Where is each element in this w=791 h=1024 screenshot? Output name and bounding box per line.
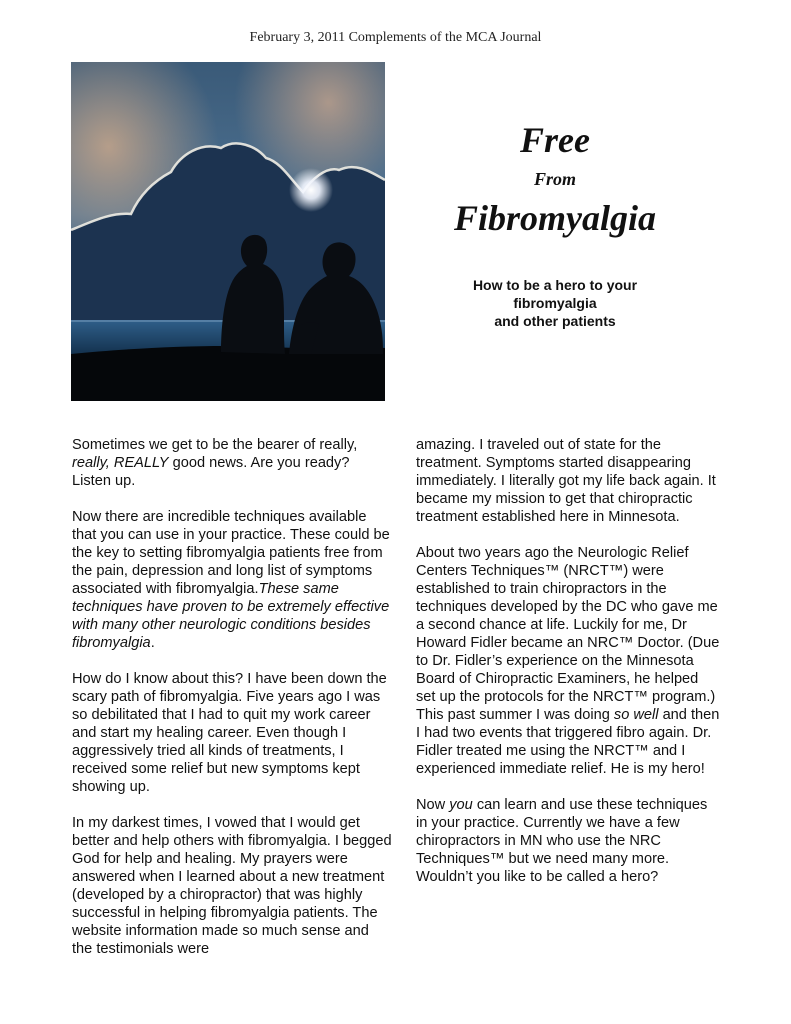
paragraph-nrct xyxy=(416,544,721,778)
paragraph-amazing: amazing. I traveled out of state for the treatment. Symptoms started disappearing immediately. I literally got my life back again. It became my mission to get that chiropractic treatment established here in Minnesota. xyxy=(416,437,716,525)
right-column xyxy=(416,436,721,904)
text-run: and then I had two events that triggered fibro again. Dr. Fidler treated me using the NRCT™ and I experienced immediate relief. He is my hero! xyxy=(416,707,720,777)
paragraph-techniques xyxy=(72,508,392,652)
left-column xyxy=(72,436,392,976)
text-run: Now there are incredible techniques available that you can use in your practice. These could be the key to setting fibromyalgia patients free from the pain, depression and long list of symptoms associated with fibromyalgia. xyxy=(72,509,390,597)
sunset-silhouette-photo xyxy=(71,62,385,401)
emphasis-text: you xyxy=(449,797,473,813)
text-run: Sometimes we get to be the bearer of really, xyxy=(72,437,358,453)
text-run: . xyxy=(150,635,155,651)
emphasis-text: so well xyxy=(613,707,659,723)
title-fibromyalgia: Fibromyalgia xyxy=(453,198,656,238)
article-subtitle xyxy=(448,276,662,330)
paragraph-how-i-know: How do I know about this? I have been down the scary path of fibromyalgia. Five years ago I was so debilitated that I had to quit my work career and start my healing career. Even though I aggressively tried all kinds of treatments, I received some relief but new symptoms kept showing up. xyxy=(72,671,387,795)
title-from: From xyxy=(533,169,576,189)
paragraph-call-to-action xyxy=(416,796,721,886)
subtitle-line-1: How to be a hero to your xyxy=(472,277,638,293)
text-run: Now xyxy=(416,797,450,813)
subtitle-line-2: fibromyalgia xyxy=(513,295,597,311)
paragraph-intro xyxy=(72,436,392,490)
text-run: good news. Are you ready? Listen up. xyxy=(72,455,350,489)
emphasis-text: really, REALLY xyxy=(72,455,169,471)
subtitle-line-3: and other patients xyxy=(494,313,616,329)
paragraph-darkest-times: In my darkest times, I vowed that I would get better and help others with fibromyalgia. I begged God for help and healing. My prayers were answered when I learned about a new treatment (developed by a chiropractor) that was highly successful in helping fibromyalgia patients. The website information made so much sense and the testimonials were xyxy=(72,815,392,957)
text-run: About two years ago the Neurologic Relief Centers Techniques™ (NRCT™) were established to train chiropractors in the techniques developed by the DC who gave me a second chance at life. Luckily for me, Dr Howard Fidler became an NRC™ Doctor. (Due to Dr. Fidler’s experience on the Minnesota Board of Chiropractic Examiners, he helped set up the protocols for the NRCT™ program.) This past summer I was doing xyxy=(416,545,720,723)
emphasis-text: These same techniques have proven to be extremely effective with many other neurologic conditions besides fibromyalgia xyxy=(72,581,390,651)
title-free: Free xyxy=(520,120,590,160)
text-run: can learn and use these techniques in your practice. Currently we have a few chiropractors in MN who use the NRC Techniques™ but we need many more. Wouldn’t you like to be called a hero? xyxy=(416,797,708,885)
article-title xyxy=(430,118,680,240)
page-header: February 3, 2011 Complements of the MCA Journal xyxy=(249,30,542,45)
